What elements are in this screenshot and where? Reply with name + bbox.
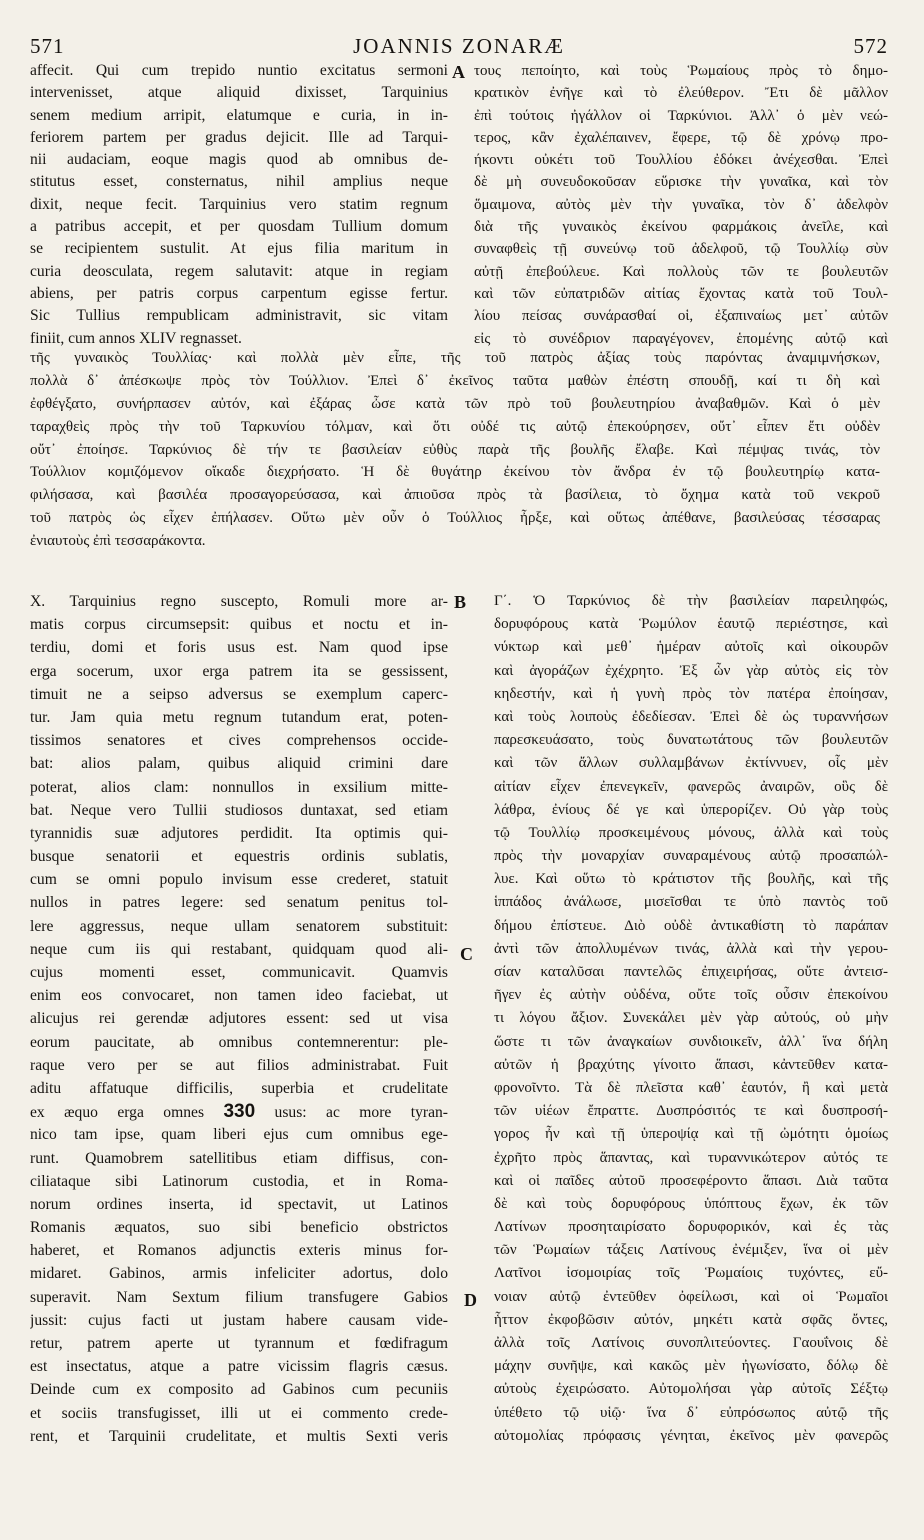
text-line: senem medium arripit, elatumque e curia, in in- — [30, 106, 448, 124]
text-line: φρονοῖντο. Τὰ δὲ πλεῖστα καθ᾽ ἑαυτόν, ἢ καὶ μετὰ — [494, 1079, 888, 1096]
text-line: raque vero per se aut filios administrabat. Fuit — [30, 1056, 448, 1074]
text-line: curia deosculata, regem salutavit: atque in regiam — [30, 262, 448, 280]
text-line: poterat, alios clam: nonnullos in exsilium mitte- — [30, 778, 448, 796]
text-line: αἰτίαν εἶχεν ἐπενεγκεῖν, φανερῶς ἀναιρῶν, οὓς δὲ — [494, 778, 888, 795]
marginal-page-marker: 330 — [223, 1101, 256, 1123]
text-line: Γ΄. Ὁ Ταρκύνιος δὲ τὴν βασιλείαν παρειληφώς, — [494, 593, 888, 609]
text-line: ἱππάδος ἀνάλωσε, μισεῖσθαι τε ὑπὸ παντὸς τοῦ — [494, 894, 888, 911]
text-line: διὰ τῆς γυναικὸς ἐκείνου φαρμάκοις ἀνεῖλε, καὶ — [474, 219, 888, 236]
text-line: αὐτῇ ἐπεβούλευε. Καὶ πολλοὺς τῶν τε βουλευτῶν — [474, 263, 888, 280]
text-line: παρεσκευάσατο, τοὺς δυνατωτάτους τῶν βουλευτῶν — [494, 732, 888, 749]
text-line: καὶ οἱ παῖδες αὐτοῦ προσεφέροντο ἅπασι. Διὰ ταῦτα — [494, 1172, 888, 1189]
text-line: dixit, neque fecit. Tarquinius vero statim regnum — [30, 195, 448, 213]
text-line: bat. Neque vero Tullii studiosos duntaxat, sed etiam — [30, 801, 448, 819]
text-line: ἧττον ἐκφοβῶσιν αὐτόν, μηκέτι κατὰ σφᾶς ὄντες, — [494, 1311, 888, 1328]
text-line: terdiu, domi et foris usus est. Nam quod ipse — [30, 639, 448, 657]
text-line: δὲ καὶ τοὺς δορυφόρους ὑπόπτους ἔχων, ἐκ τῶν — [494, 1195, 888, 1212]
text-line: αὐτῶν ἡ βραχύτης γίνοιτο ἅπασι, κἀντεῦθεν κατα- — [494, 1056, 888, 1073]
text-line: Sic Tullius rempublicam administravit, sic vitam — [30, 307, 448, 325]
text-line: τῶν Ῥωμαίων τάξεις Λατίνους ἐνέμιξεν, ἵνα οἱ μὲν — [494, 1242, 888, 1259]
latin-lines-after-marker — [30, 1123, 448, 1448]
text-line: ταραχθεὶς πρὸς τὴν τοῦ Ταρκυνίου τόλμαν, καὶ ὅτι οὐδέ τις αὐτῷ ἐπεκούρησεν, οὔτ᾽ εἶπεν ἔτι οὐδὲν — [30, 418, 880, 435]
text-line: τῶν υἱέων ἔπραττε. Δυσπρόσιτός τε καὶ δυσπροσή- — [494, 1103, 888, 1120]
text-line: nico tam ipse, quam liberi ejus cum omnibus ege- — [30, 1126, 448, 1144]
latin-lines-before-marker — [30, 590, 448, 1100]
greek-full-width-block — [30, 347, 880, 553]
text-line: μάχην συνῆψε, καὶ κακῶς μὲν ἠγωνίσατο, δόλῳ δὲ — [494, 1358, 888, 1375]
text-line: δορυφόρους κατὰ Ῥωμύλον ἑαυτῷ περιέστησε, καὶ — [494, 616, 888, 633]
text-line: timuit ne a seipso adversus se exemplum caperc- — [30, 685, 448, 703]
text-line: cujus momenti esset, communicavit. Quamvis — [30, 964, 448, 981]
text-line: σίαν καταλῦσαι παντελῶς ἐπιχειρήσας, οὔτε ἀντεισ- — [494, 964, 888, 980]
text-line: alicujus rei gerendæ adjutores essent: sed ut visa — [30, 1010, 448, 1028]
text-line: feriorem partem per gradus dejicit. Ille ad Tarqui- — [30, 128, 448, 146]
text-line: ciliataque sibi Latinorum custodia, et in Roma- — [30, 1172, 448, 1190]
text-line: καὶ ἀγοράζων ἐχέχρητο. Ἐξ ὧν γὰρ αὐτὸς εἰς τὸν — [494, 662, 888, 679]
text-line: eorum paucitate, ab omnibus contemnerentur: ple- — [30, 1033, 448, 1051]
text-line: nullos in patres legere: sed senatum penitus tol- — [30, 894, 448, 912]
text-line: κρατικὸν ἐνῆγε καὶ τὸ ἐλεύθερον. Ἔτι δὲ μᾶλλον — [474, 85, 888, 102]
text-line: καὶ τῶν ἄλλων συλλαμβάνων ἐκτίννυεν, οἷς μὲν — [494, 755, 888, 772]
text-line: τους πεποίητο, καὶ τοὺς Ῥωμαίους πρὸς τὸ δημο- — [474, 63, 888, 79]
text-line: πρὸς τὴν μοναρχίαν συναραμένους αὐτῷ προσαπώλ- — [494, 848, 888, 865]
text-line: τοῦ πατρὸς ὡς εἶχεν ἐπήλασεν. Οὕτω μὲν οὖν ὁ Τούλλιος ἦρξε, καὶ οὕτως ἀπέθανε, βασιλεύσας τέσσαρας — [30, 510, 880, 527]
text-line: X. Tarquinius regno suscepto, Romuli more ar- — [30, 593, 448, 610]
text-line: midaret. Gabinos, armis infeliciter adortus, dolo — [30, 1265, 448, 1283]
margin-letter-a: A — [452, 62, 465, 82]
text-line: haberet, et Romanos adjunctis exteris minus for- — [30, 1242, 448, 1260]
text-line: κηδεστήν, καὶ ἡ γυνὴ πρὸς τὸν πατέρα ἐποίησαν, — [494, 685, 888, 702]
text-line: λίου πείσας συνάρασθαί οἱ, ἐξαπιναίως μετ᾽ αὐτῶν — [474, 308, 888, 325]
text-line: retur, patrem aperte ut tyrannum et fœdifragum — [30, 1335, 448, 1352]
text-line: δὲ μὴ συνευδοκοῦσαν εὕρισκε τὴν γυναῖκα, καὶ τὸν — [474, 174, 888, 191]
text-line: ὅμαιμονα, αὐτὸς μὲν τὴν γυναῖκα, τὸν δ᾽ ἀδελφὸν — [474, 196, 888, 213]
text-line: ὑπέθετο τῷ υἱῷ· ἵνα δ᾽ εὐπρόσωπος αὐτῷ τῆς — [494, 1404, 888, 1421]
page-number-right: 572 — [853, 34, 888, 58]
text-line: abiens, per patris corpus carpentum egisse fertur. — [30, 284, 448, 302]
greek-column-top — [474, 60, 888, 350]
text-line: τῆς γυναικὸς Τουλλίας· καὶ πολλὰ μὲν εἶπε, τῆς τοῦ πατρὸς ἀξίας τοὺς παρόντας ἀναμιμνήσκων, — [30, 350, 880, 366]
latin-column-top — [30, 60, 448, 350]
text-line: ὥστε τι τῶν ἀναγκαίων συνδιοικεῖν, ἀλλ᾽ ἵνα δήλη — [494, 1033, 888, 1050]
text-line: νύκτωρ καὶ μεθ᾽ ἡμέραν αὐτοῖς καὶ οἰκουρῶν — [494, 639, 888, 656]
text-line: est insectatus, atque a patre vicissim flagris cæsus. — [30, 1358, 448, 1376]
text-line: νοιαν αὐτῷ ἐντεῦθεν ὀφείλωσι, καὶ οἱ Ῥωμαῖοι — [494, 1288, 888, 1305]
latin-column-bottom — [30, 590, 448, 1448]
text-line: aditu affatuque difficilis, superbia et crudelitate — [30, 1079, 448, 1097]
text-line: Λατίνων προσηταιρίσατο δορυφορικόν, καὶ ἐς τὰς — [494, 1219, 888, 1236]
text-line: jussit: cujus facti ut justam habere causam vide- — [30, 1311, 448, 1329]
text-line: δήμου ἐπίστευε. Διὸ οὐδὲ ἀντικαθίστη τὸ παράπαν — [494, 917, 888, 934]
margin-letter-d: D — [464, 1290, 477, 1310]
text-line: Romanis æquatos, suo sibi beneficio obstrictos — [30, 1219, 448, 1237]
text-line: εἰς τὸ συνέδριον παραγέγονεν, ἑπομένης αὐτῷ καὶ — [474, 330, 888, 347]
text-line: πολλὰ δ᾽ ἀπέσκωψε πρὸς τὸν Τούλλιον. Ἐπεὶ δ᾽ ἐκεῖνος ταῦτα μαθὼν ἐπέστη σπουδῇ, καί τι δὴ καὶ — [30, 372, 880, 389]
text-line: affecit. Qui cum trepido nuntio excitatus sermoni — [30, 62, 448, 79]
text-line: τι λόγου ἄξιον. Συνεκάλει μὲν γὰρ αὐτούς, οὐ μὴν — [494, 1010, 888, 1027]
margin-letter-b: B — [454, 592, 467, 612]
text-line: ἐνιαυτοὺς ἐπὶ τεσσαράκοντα. — [30, 533, 206, 550]
text-line: bat: alios palam, quibus aliquid crimini dare — [30, 755, 448, 773]
text-line: runt. Quamobrem satellitibus etiam diffisus, con- — [30, 1149, 448, 1167]
text-line: stitutus esset, consternatus, nihil amplius neque — [30, 173, 448, 191]
text-line: superavit. Nam Sextum filium transfugere Gabios — [30, 1288, 448, 1306]
text-line: intervenisset, atque aliquid dixisset, Tarquinius — [30, 84, 448, 102]
text-line: οὔτ᾽ ἐποίησε. Ταρκύνιος δὲ τήν τε βασιλείαν εὐθὺς παρὰ τῆς βουλῆς ἔλαβε. Καὶ πέμψας τινάς, τὸν — [30, 441, 880, 458]
running-head — [30, 34, 888, 60]
text-line: καὶ τοὺς λοιποὺς ἐδεδίεσαν. Ἐπεὶ δὲ ὡς τυραννήσων — [494, 708, 888, 725]
text-line: nii audaciam, eoque magis quod ab omnibus de- — [30, 151, 448, 169]
text-line: Λατῖνοι ἰσομοιρίας τοῖς Ῥωμαίοις τυχόντες, εὔ- — [494, 1265, 888, 1282]
text-line: erga socerum, uxor erga patrem ita se gessissent, — [30, 662, 448, 680]
margin-letter-c: C — [460, 944, 473, 964]
text-line: tur. Jam quia metu regnum tutandum erat, poten- — [30, 708, 448, 726]
text-line: ἀλλὰ τοῖς Λατίνοις συνοπλιτεύοντες. Γαουΐνοις δὲ — [494, 1335, 888, 1351]
text-line: Τούλλιον κομιζόμενον οἴκαδε διεχρήσατο. Ἡ δὲ θυγάτηρ ἐκείνου τὸν ἄνδρα ἐν τῷ βουλευτηρίῳ κατα- — [30, 464, 880, 481]
text-line: ἐπὶ τούτοις ἠγάλλον οἱ Ταρκύνιοι. Ἀλλ᾽ ὁ μὲν νεώ- — [474, 107, 888, 124]
text-line: ήκοντι οὐκέτι τοῦ Τουλλίου ἐδόκει ἀνέχεσθαι. Ἐπεὶ — [474, 152, 888, 169]
text-line: tissimos senatores et cives comprehensos occide- — [30, 732, 448, 750]
text-line: neque cum iis qui restabant, quidquam quod ali- — [30, 940, 448, 958]
text-line: αὐτοὺς ἐχειρώσατο. Αὐτομολήσαι γὰρ αὐτοῖς Σέξτῳ — [494, 1381, 888, 1398]
text-line: tyrannidis suæ adjutores perdidit. Ita optimis qui- — [30, 824, 448, 842]
text-line: ῆγεν ἐς αὐτὴν οὐδένα, οὔτε τοῖς οὖσιν ἐπεκοίνου — [494, 987, 888, 1004]
text-line: Deinde cum ex composito ad Gabinos cum pecuniis — [30, 1381, 448, 1399]
running-title: JOANNIS ZONARÆ — [353, 34, 565, 58]
text-line: enim eos convocaret, non tamen ideo faciebat, ut — [30, 987, 448, 1005]
text-line: se recipientem sustulit. At ejus filia maritum in — [30, 240, 448, 258]
text-line: finiit, cum annos XLIV regnasset. — [30, 329, 242, 347]
text-line: lere aggressus, neque ullam senatorem substituit: — [30, 917, 448, 935]
latin-line-with-page-marker — [30, 1100, 448, 1123]
text-line: ἀντὶ τῶν ἀπολλυμένων τινάς, ἀλλὰ καὶ τὴν γερου- — [494, 940, 888, 957]
text-line: norum ordines inserta, id spectavit, ut Latinos — [30, 1195, 448, 1213]
text-line: γορος ἦν καὶ τῇ ὑπεροψίᾳ καὶ τῇ ὠμότητι ὁμοίως — [494, 1126, 888, 1143]
text-line: καὶ τῶν εὐπατριδῶν αἰτίας ἔχοντας κατὰ τοῦ Τουλ- — [474, 285, 888, 302]
text-line: cum se omni populo invisum esse crederet, statuit — [30, 871, 448, 889]
text-segment: usus: ac more tyran- — [255, 1104, 448, 1122]
text-line: συναφθεὶς τῇ συνεύνῳ τοῦ ἀδελφοῦ, τῷ Τουλλίῳ σὺν — [474, 241, 888, 258]
text-line: busque senatorii et equestris ordinis sublatis, — [30, 848, 448, 866]
text-line: ἐφθέγξατο, συνήρπασεν αὐτόν, καὶ ἐξάρας ὦσε κατὰ τῶν πρὸ τοῦ βουλευτηρίου ἀναβαθμῶν. Καὶ ὁ μὲν — [30, 395, 880, 412]
text-line: ἐχρῆτο πρὸς ἅπαντας, καὶ τυραννικώτερον αὐτός τε — [494, 1149, 888, 1166]
text-segment: ex æquo erga omnes — [30, 1104, 224, 1122]
text-line: αὐτομολίας πρόφασις γένηται, ἐκεῖνος μὲν φανερῶς — [494, 1427, 888, 1444]
text-line: φιλήσασα, καὶ βασιλέα προσαγορεύσασα, καὶ ἀπιοῦσα πρὸς τὰ βασίλεια, τὸ ὄχημα κατὰ τοῦ νεκροῦ — [30, 487, 880, 504]
greek-column-bottom — [494, 590, 888, 1448]
text-line: rent, et Tarquinii crudelitate, et multis Sexti veris — [30, 1427, 448, 1445]
text-line: λάθρα, ἐνίους δέ γε καὶ ὑπερορίζεν. Οὐ γὰρ τοὺς — [494, 801, 888, 818]
text-line: λυε. Καὶ οὕτω τὸ κράτιστον τῆς βουλῆς, καὶ τῆς — [494, 871, 888, 888]
text-line: matis corpus circumsepsit: quibus et noctu et in- — [30, 616, 448, 634]
text-line: et sociis transfugisset, illi ut ei commento crede- — [30, 1404, 448, 1422]
text-line: τερος, κἂν ἐχαλέπαινεν, ἔφερε, τῷ δὲ χρόνῳ προ- — [474, 129, 888, 146]
text-line: a patribus accepit, et per quosdam Tullium domum — [30, 218, 448, 236]
page-number-left: 571 — [30, 34, 65, 58]
text-line: τῷ Τουλλίῳ προσκειμένους μόνους, ἀλλὰ καὶ τοὺς — [494, 824, 888, 841]
